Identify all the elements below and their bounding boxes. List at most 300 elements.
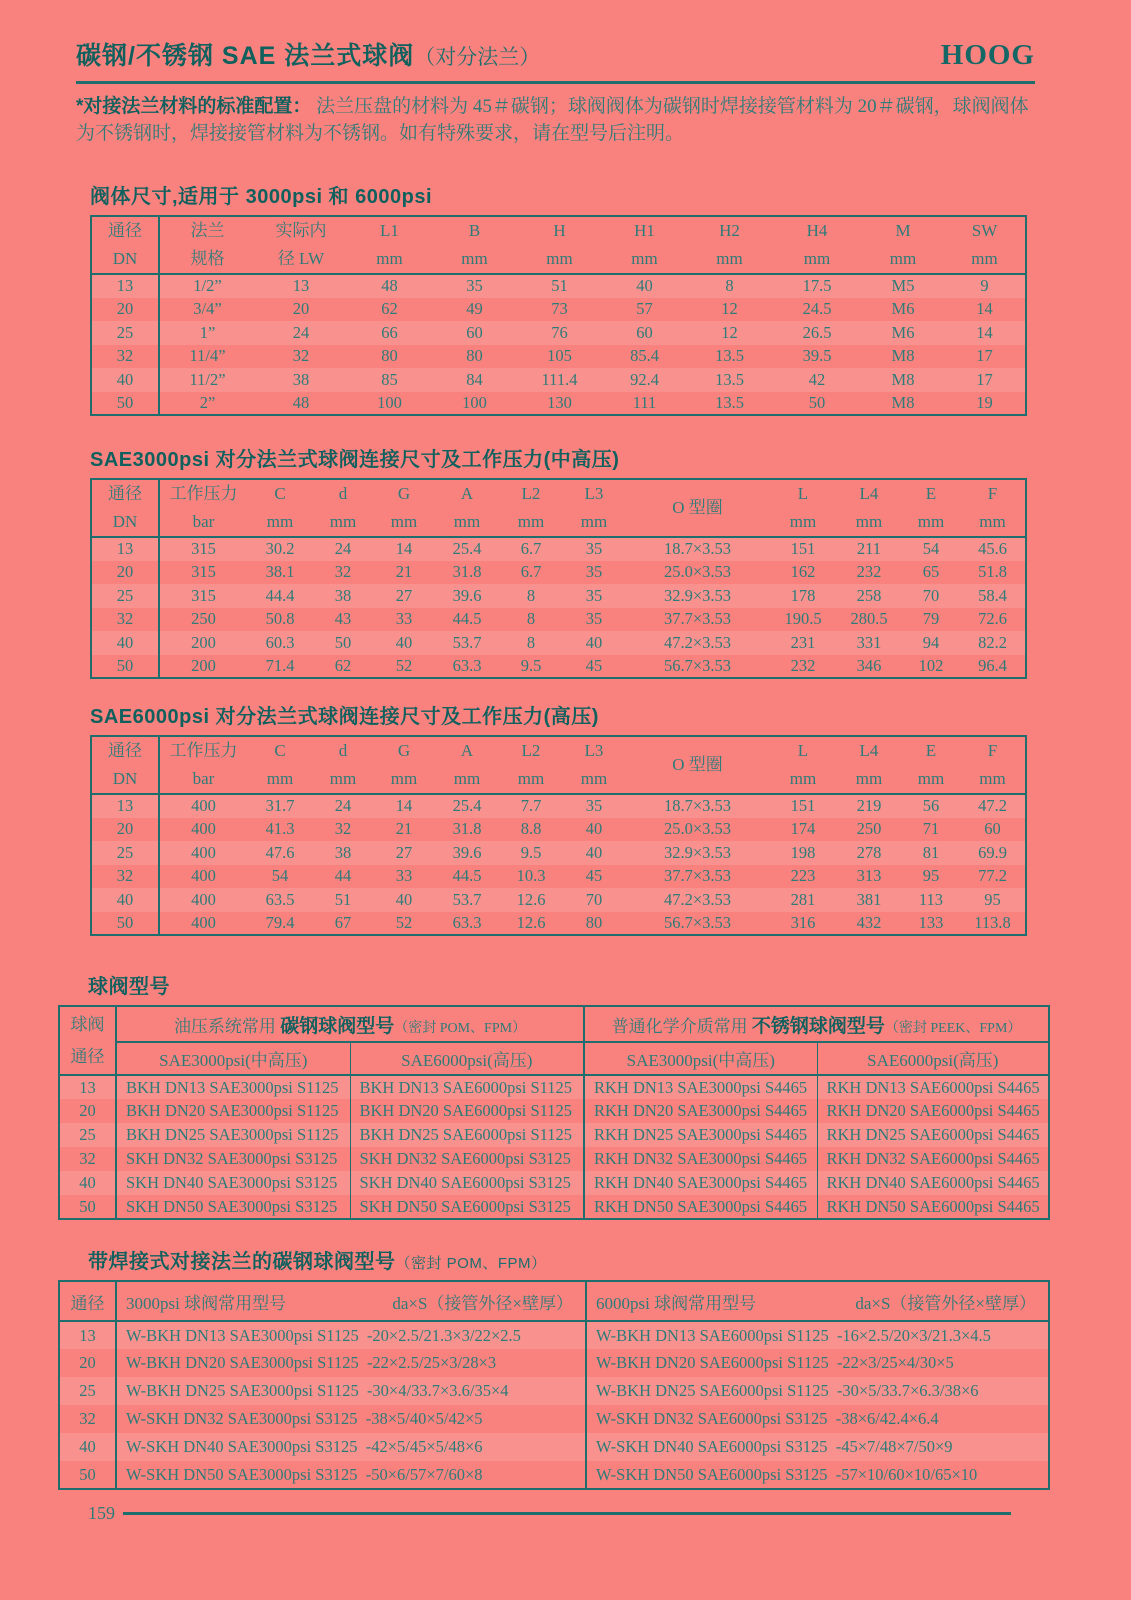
table-cell: 35 [585, 562, 603, 582]
table-cell: 346 [856, 655, 882, 675]
table-cell: 400 [191, 889, 216, 909]
corner-header-line1: 球阀 [70, 1014, 105, 1034]
table-cell: 17 [976, 346, 993, 366]
table-row [91, 298, 1026, 322]
table-cell: 53.7 [452, 889, 482, 909]
welded-title-seal: （密封 POM、FPM） [395, 1255, 547, 1272]
table-cell: 60 [636, 322, 653, 342]
intro-lead: *对接法兰材料的标准配置： [76, 96, 312, 117]
table-cell: 278 [856, 842, 882, 862]
table-cell: 94 [922, 632, 940, 652]
table-row [91, 888, 1026, 912]
column-header: E mm [902, 736, 960, 794]
table-cell: 73 [551, 299, 568, 319]
table-cell: 56.7×3.53 [663, 655, 732, 675]
table-cell: RKH DN32 SAE6000psi S4465 [826, 1149, 1040, 1168]
table-cell: 32 [59, 1405, 116, 1433]
table-cell: W-SKH DN32 SAE3000psi S3125 -38×5/40×5/42×5 [116, 1405, 586, 1433]
table-row [91, 321, 1026, 345]
table-cell: 96.4 [978, 655, 1007, 675]
sae3000-table-head [91, 479, 1026, 537]
valve-body-table-head [91, 216, 1026, 274]
column-header: 工作压力 bar [159, 736, 247, 794]
table-cell: 400 [191, 912, 216, 932]
table-cell: RKH DN13 SAE3000psi S4465 [584, 1075, 817, 1099]
table-cell: 25 [91, 584, 159, 608]
column-header: G mm [373, 479, 435, 537]
table-cell: 81 [922, 842, 940, 862]
table-cell: 232 [856, 562, 882, 582]
valve-body-table-body [91, 274, 1026, 415]
table-cell: 40 [585, 819, 603, 839]
welded-header-6000-spec: da×S（接管外径×壁厚） [855, 1293, 1036, 1313]
table-cell: 35 [585, 539, 603, 559]
table-cell: 35 [585, 796, 603, 816]
table-cell: 40 [59, 1433, 116, 1461]
table-cell: 71.4 [265, 655, 295, 675]
table-cell: 50 [59, 1195, 116, 1219]
table-cell: 47.2×3.53 [663, 889, 732, 909]
table-cell: RKH DN40 SAE6000psi S4465 [826, 1173, 1040, 1192]
table-cell: 25.4 [452, 539, 482, 559]
table-cell: 12 [721, 322, 738, 342]
table-cell: 12 [721, 299, 738, 319]
table-cell: 381 [856, 889, 882, 909]
table-cell: 40 [395, 632, 413, 652]
page-title [76, 36, 540, 72]
table-cell: 40 [91, 631, 159, 655]
table-cell: 315 [191, 539, 216, 559]
column-header: L3 mm [563, 736, 625, 794]
table-cell: 50 [91, 392, 159, 416]
table-row [59, 1461, 1049, 1489]
table-cell: 2” [199, 392, 216, 412]
table-cell: 49 [466, 299, 483, 319]
table-cell: 20 [91, 818, 159, 842]
welded-header-3000 [116, 1281, 586, 1321]
table-cell: 58.4 [978, 585, 1007, 605]
table-cell: 100 [462, 392, 487, 412]
welded-table-head [59, 1281, 1049, 1321]
group-stainless-strong: 不锈钢球阀型号 [751, 1015, 885, 1037]
table-cell: W-BKH DN20 SAE6000psi S1125 -22×3/25×4/30×5 [596, 1353, 954, 1372]
table-cell: 162 [790, 562, 816, 582]
section-title-sae6000: SAE6000psi 对分法兰式球阀连接尺寸及工作压力(高压) [90, 706, 599, 728]
table-cell: 44.5 [452, 609, 482, 629]
table-cell: 44.4 [265, 585, 295, 605]
table-cell: 45 [585, 866, 603, 886]
table-row [91, 912, 1026, 936]
sae6000-table-body [91, 794, 1026, 935]
table-cell: 102 [918, 655, 944, 675]
table-cell: 77.2 [978, 866, 1007, 886]
column-header: M mm [862, 216, 944, 274]
table-cell: 80 [466, 346, 483, 366]
table-cell: W-BKH DN13 SAE3000psi S1125 -20×2.5/21.3×3/22×2.5 [116, 1321, 586, 1349]
table-cell: 26.5 [802, 322, 832, 342]
table-cell: 133 [918, 912, 944, 932]
valve-body-table [90, 215, 1027, 416]
table-row [91, 841, 1026, 865]
sub-header-sae6000-carbon: SAE6000psi(高压) [350, 1042, 584, 1075]
column-header: SW mm [944, 216, 1026, 274]
table-cell: 50 [91, 912, 159, 936]
footer-divider [123, 1512, 1011, 1515]
table-cell: 47.2×3.53 [663, 632, 732, 652]
table-row [91, 865, 1026, 889]
table-cell: 13 [91, 794, 159, 818]
table-row [91, 392, 1026, 416]
table-cell: 66 [381, 322, 398, 342]
sae6000-table-head [91, 736, 1026, 794]
table-cell: BKH DN13 SAE6000psi S1125 [350, 1075, 584, 1099]
table-cell: 8 [526, 632, 536, 652]
table-cell: 13.5 [715, 346, 744, 366]
table-cell: 250 [191, 609, 216, 629]
table-cell: 9 [980, 276, 989, 296]
table-cell: 70 [585, 889, 603, 909]
table-cell: 33 [395, 609, 413, 629]
table-cell: 38 [334, 585, 352, 605]
table-cell: 25 [91, 841, 159, 865]
section-title-models: 球阀型号 [88, 976, 170, 998]
table-cell: 92.4 [630, 369, 659, 389]
column-header: L4 mm [836, 479, 902, 537]
table-cell: 7.7 [520, 796, 542, 816]
table-cell: 198 [790, 842, 816, 862]
table-row [59, 1099, 1049, 1123]
page-footer [88, 1503, 1011, 1524]
welded-header-6000-label: 6000psi 球阀常用型号 [596, 1293, 757, 1313]
column-header: L3 mm [563, 479, 625, 537]
table-cell: 190.5 [784, 609, 822, 629]
table-cell: 31.8 [452, 562, 482, 582]
table-row [91, 794, 1026, 818]
table-cell: 17 [976, 369, 993, 389]
table-cell: 40 [91, 888, 159, 912]
table-cell: 9.5 [520, 655, 542, 675]
corner-header-line2: 通径 [70, 1046, 105, 1066]
table-cell: 400 [191, 819, 216, 839]
page-title-main: 碳钢/不锈钢 SAE 法兰式球阀 [76, 42, 415, 70]
table-cell: 13 [91, 537, 159, 561]
group-header-row [59, 1006, 1049, 1042]
table-cell: 62 [334, 655, 352, 675]
table-cell: 17.5 [802, 276, 832, 296]
table-cell: 316 [790, 912, 816, 932]
column-header: L1 mm [347, 216, 432, 274]
table-cell: 95 [922, 866, 940, 886]
table-cell: 25 [59, 1377, 116, 1405]
table-cell: 35 [585, 609, 603, 629]
table-cell: 12.6 [516, 889, 546, 909]
table-cell: 32.9×3.53 [663, 842, 732, 862]
column-header: 实际内 径 LW [255, 216, 347, 274]
table-cell: 43 [334, 609, 352, 629]
table-row [59, 1433, 1049, 1461]
table-cell: 40 [585, 842, 603, 862]
sub-header-row [59, 1042, 1049, 1075]
table-cell: BKH DN20 SAE3000psi S1125 [116, 1099, 350, 1123]
column-header: L4 mm [836, 736, 902, 794]
section-title-sae3000: SAE3000psi 对分法兰式球阀连接尺寸及工作压力(中高压) [90, 449, 620, 471]
table-cell: 27 [395, 585, 413, 605]
table-cell: RKH DN20 SAE3000psi S4465 [584, 1099, 817, 1123]
column-header: C mm [247, 479, 313, 537]
table-cell: 223 [790, 866, 816, 886]
model-table [58, 1005, 1050, 1220]
table-cell: 56 [922, 796, 940, 816]
table-cell: 24 [334, 539, 352, 559]
table-cell: 20 [59, 1349, 116, 1377]
table-cell: 32 [334, 562, 352, 582]
column-header: 工作压力 bar [159, 479, 247, 537]
table-cell: 232 [790, 655, 816, 675]
table-cell: 14 [395, 539, 413, 559]
table-cell: SKH DN40 SAE6000psi S3125 [350, 1171, 584, 1195]
table-cell: 60.3 [265, 632, 295, 652]
table-cell: W-SKH DN50 SAE3000psi S3125 -50×6/57×7/60×8 [116, 1461, 586, 1489]
table-row [91, 655, 1026, 679]
page-number: 159 [88, 1503, 115, 1523]
column-header: G mm [373, 736, 435, 794]
table-cell: 13.5 [715, 369, 744, 389]
table-cell: M8 [891, 369, 915, 389]
table-row [59, 1123, 1049, 1147]
table-cell: 25.4 [452, 796, 482, 816]
table-cell: 80 [381, 346, 398, 366]
table-cell: 331 [856, 632, 882, 652]
table-cell: 25.0×3.53 [663, 819, 732, 839]
sub-header-sae3000-stainless: SAE3000psi(中高压) [584, 1042, 817, 1075]
table-cell: 50 [59, 1461, 116, 1489]
table-cell: BKH DN13 SAE3000psi S1125 [116, 1075, 350, 1099]
welded-header-3000-spec: da×S（接管外径×壁厚） [392, 1293, 573, 1313]
table-cell: 50 [334, 632, 352, 652]
table-cell: 111 [632, 392, 657, 412]
table-cell: 280.5 [850, 609, 888, 629]
table-cell: 21 [395, 562, 413, 582]
table-cell: RKH DN50 SAE3000psi S4465 [584, 1195, 817, 1219]
welded-table [58, 1280, 1050, 1490]
column-header: H mm [517, 216, 602, 274]
group-carbon-strong: 碳钢球阀型号 [280, 1015, 395, 1037]
table-row [59, 1195, 1049, 1219]
header-divider [76, 81, 1035, 84]
table-cell: 113 [918, 889, 944, 909]
table-cell: 50 [808, 392, 826, 412]
table-cell: SKH DN40 SAE3000psi S3125 [116, 1171, 350, 1195]
table-cell: 45 [585, 655, 603, 675]
welded-table-body [59, 1321, 1049, 1489]
table-cell: 42 [808, 369, 826, 389]
table-cell: 32 [91, 865, 159, 889]
table-row [59, 1321, 1049, 1349]
table-cell: RKH DN25 SAE3000psi S4465 [584, 1123, 817, 1147]
table-cell: 219 [856, 796, 882, 816]
table-cell: 53.7 [452, 632, 482, 652]
column-header: 通径 DN [91, 736, 159, 794]
table-cell: 95 [984, 889, 1001, 909]
table-cell: 313 [856, 866, 882, 886]
table-cell: M6 [891, 299, 915, 319]
table-cell: 44.5 [452, 866, 482, 886]
table-cell: 71 [922, 819, 940, 839]
table-cell: 14 [976, 322, 993, 342]
column-header: F mm [960, 479, 1026, 537]
table-cell: 151 [790, 539, 816, 559]
table-cell: 25 [91, 321, 159, 345]
table-cell: 432 [856, 912, 882, 932]
brand-logo: HOOG [940, 39, 1035, 71]
table-cell: 178 [790, 585, 816, 605]
table-cell: M6 [891, 322, 915, 342]
table-row [59, 1377, 1049, 1405]
table-cell: 8 [526, 585, 536, 605]
table-cell: SKH DN32 SAE3000psi S3125 [116, 1147, 350, 1171]
table-cell: 57 [636, 299, 653, 319]
table-row [59, 1075, 1049, 1099]
table-cell: 38.1 [265, 562, 295, 582]
welded-title-main: 带焊接式对接法兰的碳钢球阀型号 [88, 1251, 396, 1273]
table-cell: 32.9×3.53 [663, 585, 732, 605]
table-cell: 24.5 [802, 299, 832, 319]
table-cell: 50.8 [265, 609, 295, 629]
table-cell: 11/2” [189, 369, 226, 389]
welded-header-3000-label: 3000psi 球阀常用型号 [126, 1293, 287, 1313]
table-cell: 211 [856, 539, 882, 559]
table-cell: 40 [91, 368, 159, 392]
table-cell: 79 [922, 609, 940, 629]
table-cell: 1/2” [193, 276, 222, 296]
column-header: d mm [313, 736, 373, 794]
table-cell: 20 [59, 1099, 116, 1123]
column-header: F mm [960, 736, 1026, 794]
table-cell: 8.8 [520, 819, 542, 839]
table-cell: 79.4 [265, 912, 295, 932]
table-cell: 52 [395, 912, 413, 932]
table-cell: 32 [334, 819, 352, 839]
table-row [91, 608, 1026, 632]
group-carbon-prefix: 油压系统常用 [173, 1016, 281, 1036]
table-cell: 41.3 [265, 819, 295, 839]
column-header: A mm [435, 479, 499, 537]
column-header: L mm [770, 479, 836, 537]
page-title-suffix: （对分法兰） [414, 46, 541, 69]
table-cell: 63.3 [452, 912, 482, 932]
table-cell: 33 [395, 866, 413, 886]
column-header: H1 mm [602, 216, 687, 274]
table-cell: 315 [191, 585, 216, 605]
sub-header-sae3000-carbon: SAE3000psi(中高压) [116, 1042, 350, 1075]
table-cell: 13 [91, 274, 159, 298]
section-title-valve-body: 阀体尺寸,适用于 3000psi 和 6000psi [90, 186, 433, 208]
table-cell: 39.6 [452, 585, 482, 605]
table-cell: 31.8 [452, 819, 482, 839]
table-cell: 85.4 [630, 346, 659, 366]
table-cell: BKH DN25 SAE6000psi S1125 [350, 1123, 584, 1147]
column-header: 通径 DN [91, 216, 159, 274]
table-cell: 85 [381, 369, 398, 389]
table-cell: 35 [585, 585, 603, 605]
table-cell: 130 [547, 392, 572, 412]
group-stainless-prefix: 普通化学介质常用 [611, 1016, 752, 1036]
table-cell: 56.7×3.53 [663, 912, 732, 932]
table-cell: SKH DN50 SAE3000psi S3125 [116, 1195, 350, 1219]
table-cell: 30.2 [265, 539, 295, 559]
column-header: H4 mm [772, 216, 862, 274]
table-cell: W-SKH DN32 SAE6000psi S3125 -38×6/42.4×6.4 [596, 1409, 939, 1428]
table-cell: 63.5 [265, 889, 295, 909]
table-cell: 82.2 [978, 632, 1007, 652]
table-cell: SKH DN50 SAE6000psi S3125 [350, 1195, 584, 1219]
corner-header-dn [59, 1006, 116, 1075]
table-cell: M5 [891, 276, 915, 296]
table-cell: 54 [271, 866, 289, 886]
table-cell: 9.5 [520, 842, 542, 862]
table-cell: 315 [191, 562, 216, 582]
table-cell: 258 [856, 585, 882, 605]
table-cell: 47.2 [978, 796, 1007, 816]
table-cell: 44 [334, 866, 352, 886]
table-cell: 151 [790, 796, 816, 816]
model-table-head [59, 1006, 1049, 1075]
column-header: d mm [313, 479, 373, 537]
table-row [59, 1171, 1049, 1195]
table-cell: 27 [395, 842, 413, 862]
table-row [59, 1147, 1049, 1171]
table-cell: 200 [191, 632, 216, 652]
intro-paragraph [76, 93, 1045, 147]
table-row [91, 368, 1026, 392]
header-row [91, 479, 1026, 537]
table-row [91, 274, 1026, 298]
table-cell: 38 [334, 842, 352, 862]
table-cell: RKH DN25 SAE6000psi S4465 [826, 1125, 1040, 1144]
column-header: H2 mm [687, 216, 772, 274]
table-cell: 11/4” [189, 346, 226, 366]
table-cell: 40 [59, 1171, 116, 1195]
table-cell: 32 [91, 608, 159, 632]
table-cell: M8 [891, 346, 915, 366]
table-cell: 25 [59, 1123, 116, 1147]
column-header: B mm [432, 216, 517, 274]
table-row [59, 1349, 1049, 1377]
group-stainless-seal: （密封 PEEK、FPM） [884, 1020, 1022, 1036]
table-cell: 37.7×3.53 [663, 609, 732, 629]
table-cell: 231 [790, 632, 816, 652]
table-cell: 48 [381, 276, 398, 296]
table-row [91, 818, 1026, 842]
table-cell: W-BKH DN13 SAE6000psi S1125 -16×2.5/20×3/21.3×4.5 [596, 1325, 991, 1345]
column-header: C mm [247, 736, 313, 794]
table-cell: 13 [59, 1075, 116, 1099]
table-cell: 69.9 [978, 842, 1007, 862]
column-header: O 型圈 [625, 736, 770, 794]
table-cell: 67 [334, 912, 352, 932]
column-header: L2 mm [499, 736, 563, 794]
table-row [91, 631, 1026, 655]
table-cell: 45.6 [978, 539, 1007, 559]
table-cell: 1” [199, 322, 216, 342]
table-cell: 400 [191, 866, 216, 886]
table-cell: 35 [466, 276, 483, 296]
welded-header-dn: 通径 [59, 1281, 116, 1321]
table-cell: W-SKH DN50 SAE6000psi S3125 -57×10/60×10/65×10 [596, 1464, 978, 1484]
table-cell: 80 [585, 912, 603, 932]
sae6000-table [90, 735, 1027, 936]
group-header-carbon [116, 1006, 584, 1042]
